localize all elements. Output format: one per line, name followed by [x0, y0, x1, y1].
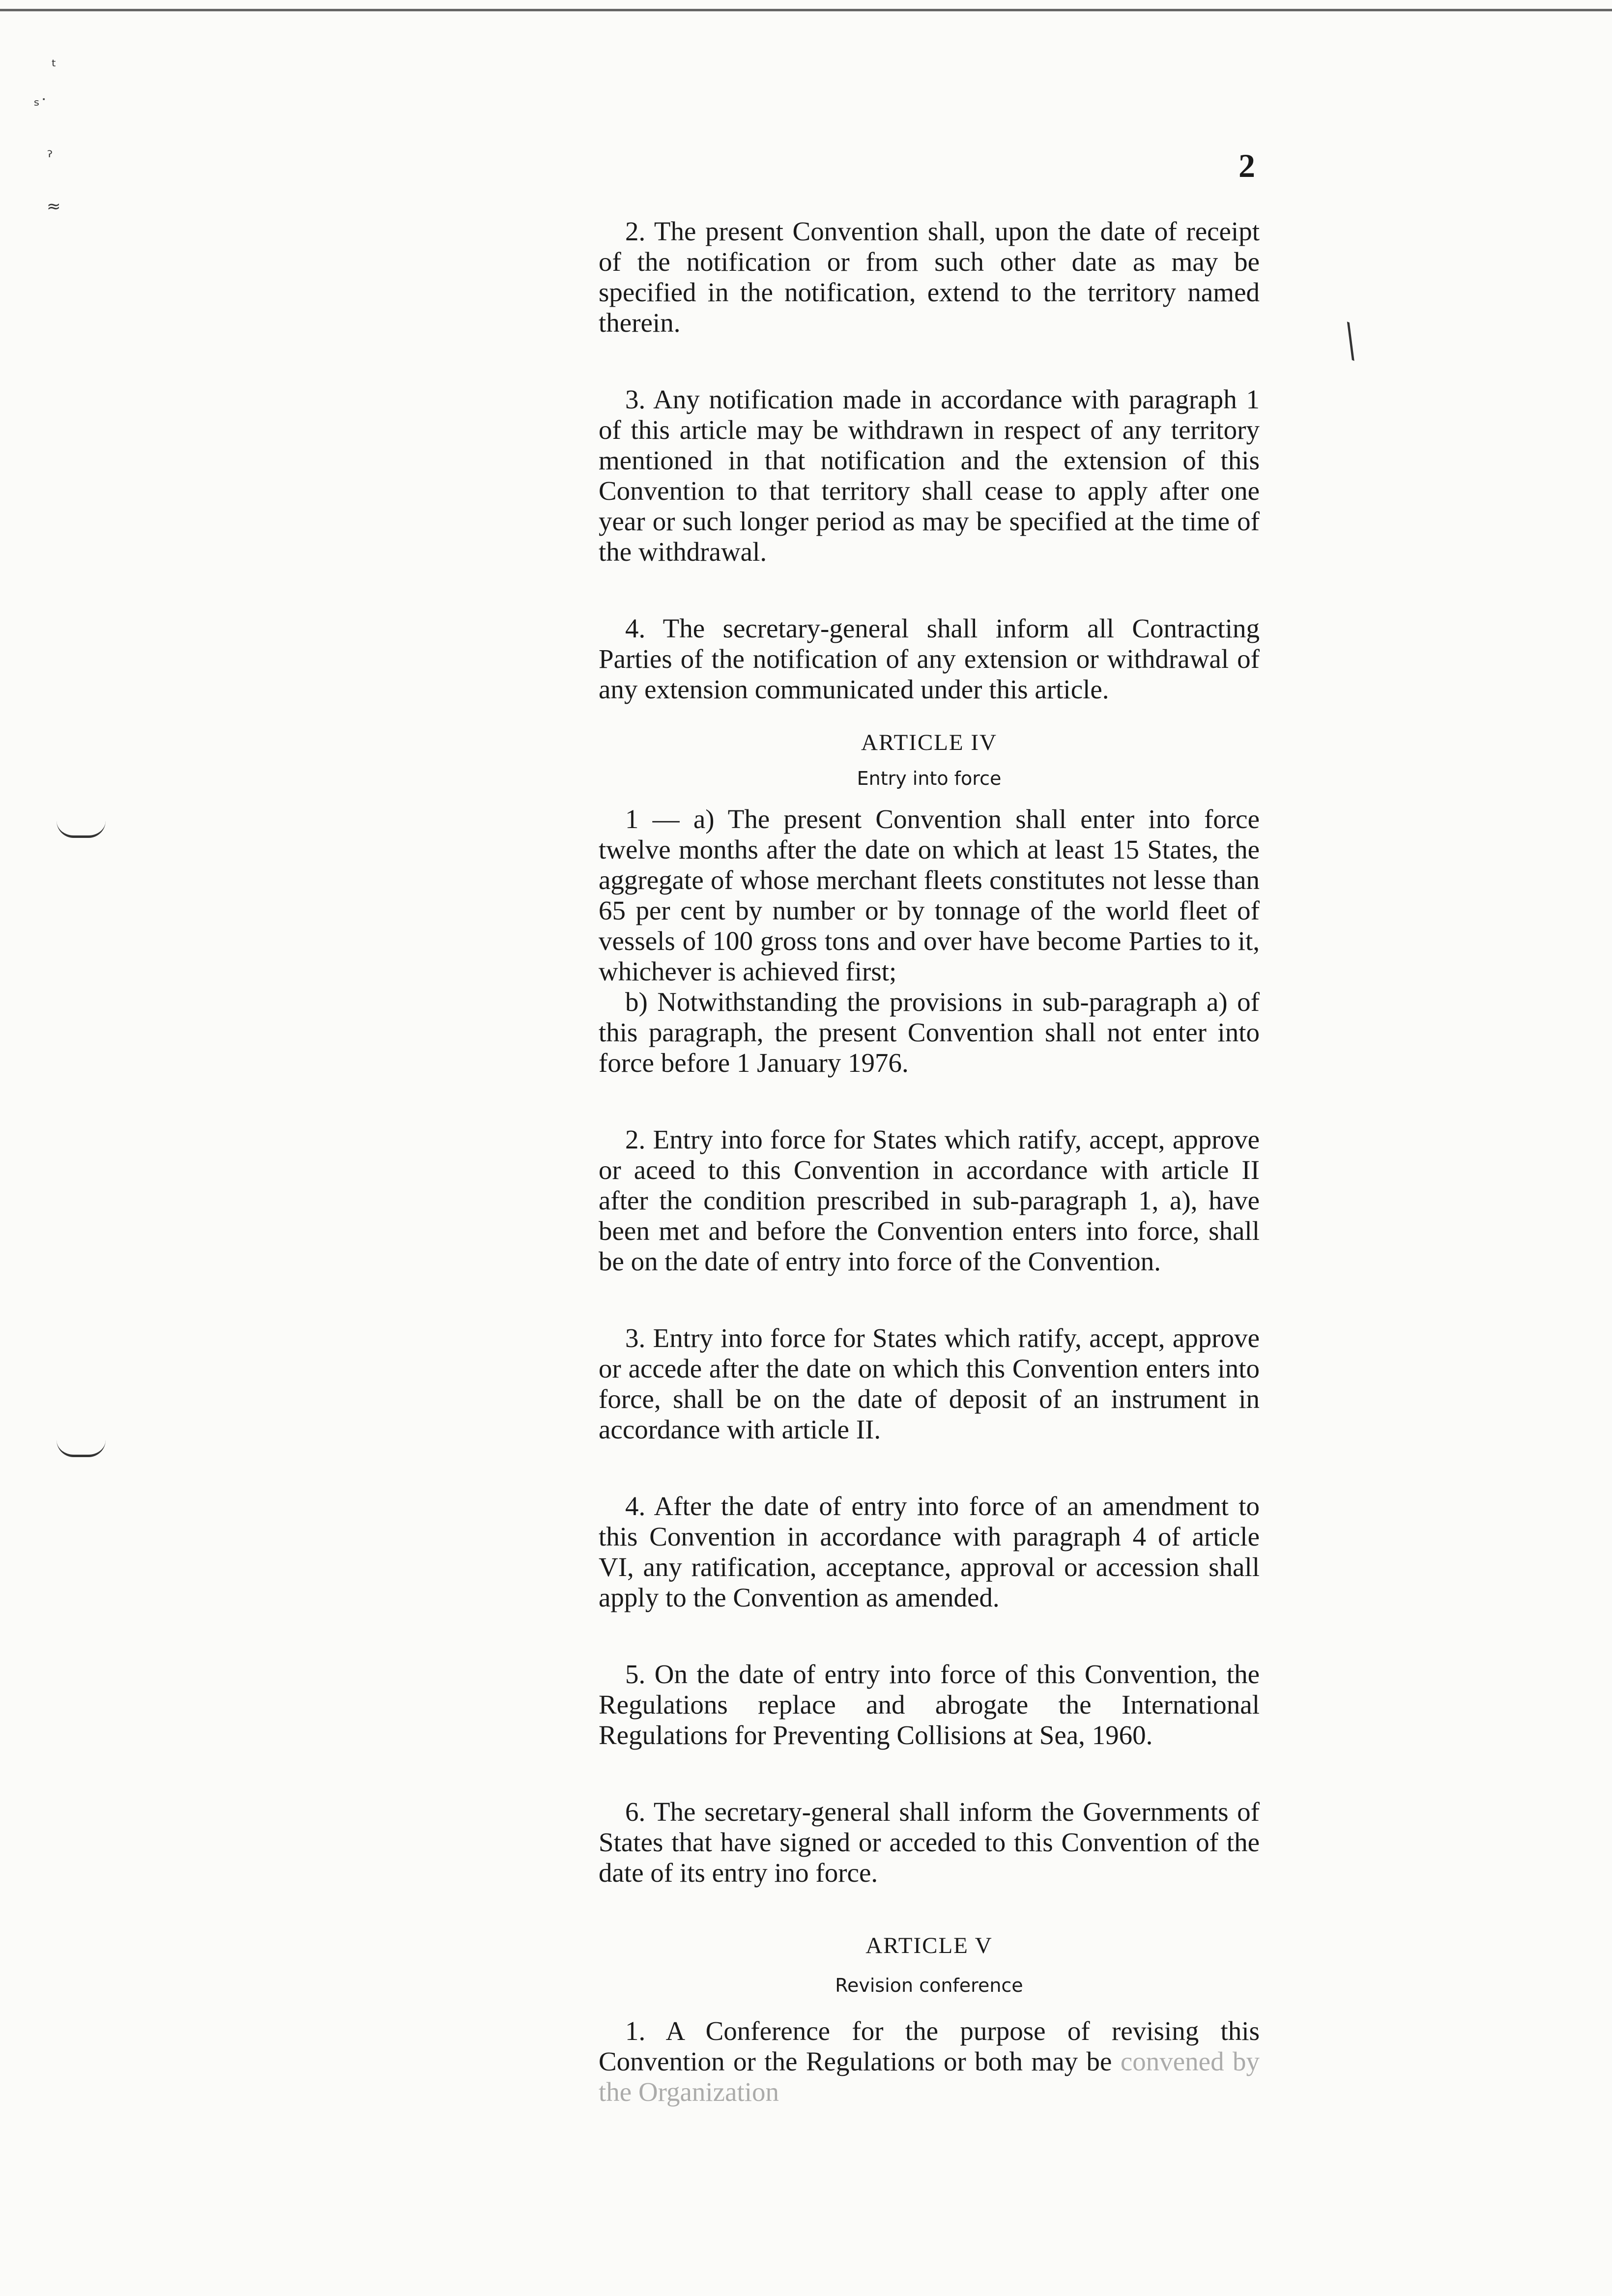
- paragraph-3-withdrawal: 3. Any notification made in accordance with paragraph 1 of this article may be withdrawn in respect of any territory mentioned in that notification and the extension of this Convention to that territory shall cease to apply after one year or such longer period as may be specified at the time of the withdrawal.: [599, 384, 1260, 567]
- article-4-paragraph-3: 3. Entry into force for States which ratify, accept, approve or accede after the date on which this Convention enters into force, shall be on the date of deposit of an instrument in accordance with article II.: [599, 1323, 1260, 1444]
- article-5-paragraph-1-faded: convened by the Organization: [599, 2046, 1260, 2107]
- article-4-paragraph-1b: b) Notwithstanding the provisions in sub-paragraph a) of this paragraph, the present Convention shall not enter into force before 1 January 1976.: [599, 987, 1260, 1078]
- article-5-heading: ARTICLE V: [865, 1933, 993, 1958]
- page-number: 2: [1238, 147, 1255, 184]
- article-4-paragraph-5: 5. On the date of entry into force of this Convention, the Regulations replace and abrogate the International Regulations for Preventing Collisions at Sea, 1960.: [599, 1659, 1260, 1750]
- article-4-paragraph-1a: 1 — a) The present Convention shall enter into force twelve months after the date on which at least 15 States, the aggregate of whose merchant fleets constitutes not lesse than 65 per cent by number or by tonnage of the world fleet of vessels of 100 gross tons and over have become Parties to it, whichever is achieved first;: [599, 804, 1260, 986]
- margin-stroke: [57, 821, 106, 838]
- article-4-heading: ARTICLE IV: [861, 730, 997, 755]
- article-4-paragraph-2: 2. Entry into force for States which ratify, accept, approve or aceed to this Convention in accordance with article II after the condition prescribed in sub-paragraph 1, a), have been met and before the Convention enters into force, shall be on the date of entry into force of the Convention.: [599, 1124, 1260, 1276]
- paragraph-2-extension: 2. The present Convention shall, upon the date of receipt of the notification or from such other date as may be specified in the notification, extend to the territory named therein.: [599, 216, 1260, 338]
- paragraph-4-secretary-general: 4. The secretary-general shall inform all Contracting Parties of the notification of any extension or withdrawal of any extension communicated under this article.: [599, 613, 1260, 704]
- document-body: [599, 216, 1260, 2107]
- top-border-line: [0, 9, 1612, 11]
- article-4-subheading: Entry into force: [857, 768, 1002, 789]
- article-4-paragraph-4: 4. After the date of entry into force of an amendment to this Convention in accordance with paragraph 4 of article VI, any ratification, acceptance, approval or accession shall apply to the Convention as amended.: [599, 1491, 1260, 1612]
- article-5-paragraph-1-text: 1. A Conference for the purpose of revising this Convention or the Regulations or both may be: [599, 2016, 1260, 2076]
- margin-stroke: [57, 1440, 106, 1457]
- article-5-subheading: Revision conference: [835, 1975, 1023, 1996]
- article-5-paragraph-1: [599, 2016, 1260, 2107]
- article-4-paragraph-6: 6. The secretary-general shall inform the Governments of States that have signed or acceded to this Convention of the date of its entry ino force.: [599, 1797, 1260, 1888]
